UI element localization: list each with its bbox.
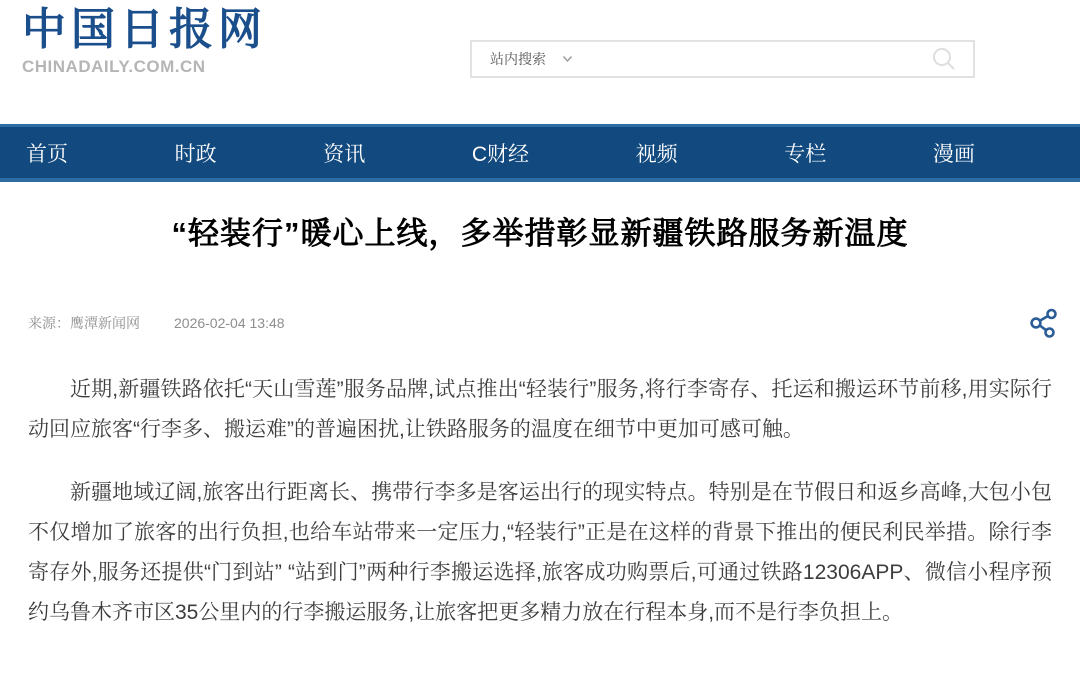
site-logo[interactable] xyxy=(22,4,267,77)
search-scope-select[interactable] xyxy=(472,49,573,69)
article-main xyxy=(0,214,1080,633)
nav-item-home[interactable]: 首页 xyxy=(26,142,68,166)
share-button[interactable] xyxy=(1028,306,1060,340)
article-paragraph: 新疆地域辽阔,旅客出行距离长、携带行李多是客运出行的现实特点。特别是在节假日和返乡高峰,大包小包不仅增加了旅客的出行负担,也给车站带来一定压力,“轻装行”正是在这样的背景下推出的便民利民举措。除行李寄存外,服务还提供“门到站” “站到门”两种行李搬运选择,旅客成功购票后,可通过铁路12306APP、微信小程序预约乌鲁木齐市区35公里内的行李搬运服务,让旅客把更多精力放在行程本身,而不是行李负担上。 xyxy=(28,481,1052,624)
site-logo-domain: CHINADAILY.COM.CN xyxy=(22,57,206,76)
article-paragraph: 近期,新疆铁路依托“天山雪莲”服务品牌,试点推出“轻装行”服务,将行李寄存、托运和搬运环节前移,用实际行动回应旅客“行李多、搬运难”的普遍困扰,让铁路服务的温度在细节中更加可感可触。 xyxy=(28,378,1052,441)
site-header xyxy=(0,0,1080,124)
nav-item-finance[interactable]: C财经 xyxy=(471,142,530,166)
chevron-down-icon xyxy=(562,55,573,63)
share-icon xyxy=(1028,327,1060,343)
article-source xyxy=(28,313,140,333)
article-datetime: 2026-02-04 13:48 xyxy=(174,315,285,331)
nav-item-politics[interactable]: 时政 xyxy=(174,142,217,166)
site-search-box xyxy=(470,40,975,78)
search-button[interactable] xyxy=(929,44,973,74)
nav-item-video[interactable]: 视频 xyxy=(635,142,678,166)
article-meta xyxy=(28,306,1052,340)
article-source-label: 来源： xyxy=(28,315,70,331)
article-body xyxy=(28,370,1052,633)
nav-item-comics[interactable]: 漫画 xyxy=(932,142,975,166)
nav-item-column[interactable]: 专栏 xyxy=(784,142,827,166)
nav-item-news[interactable]: 资讯 xyxy=(323,142,366,166)
site-logo-chinese: 中国日报网 xyxy=(22,4,267,55)
search-input[interactable] xyxy=(573,42,929,76)
main-nav xyxy=(0,124,1080,182)
article-title: “轻装行”暖心上线，多举措彰显新疆铁路服务新温度 xyxy=(171,216,909,251)
article-source-name[interactable]: 鹰潭新闻网 xyxy=(70,315,140,331)
search-scope-label: 站内搜索 xyxy=(490,51,546,67)
magnifier-icon xyxy=(929,62,959,77)
